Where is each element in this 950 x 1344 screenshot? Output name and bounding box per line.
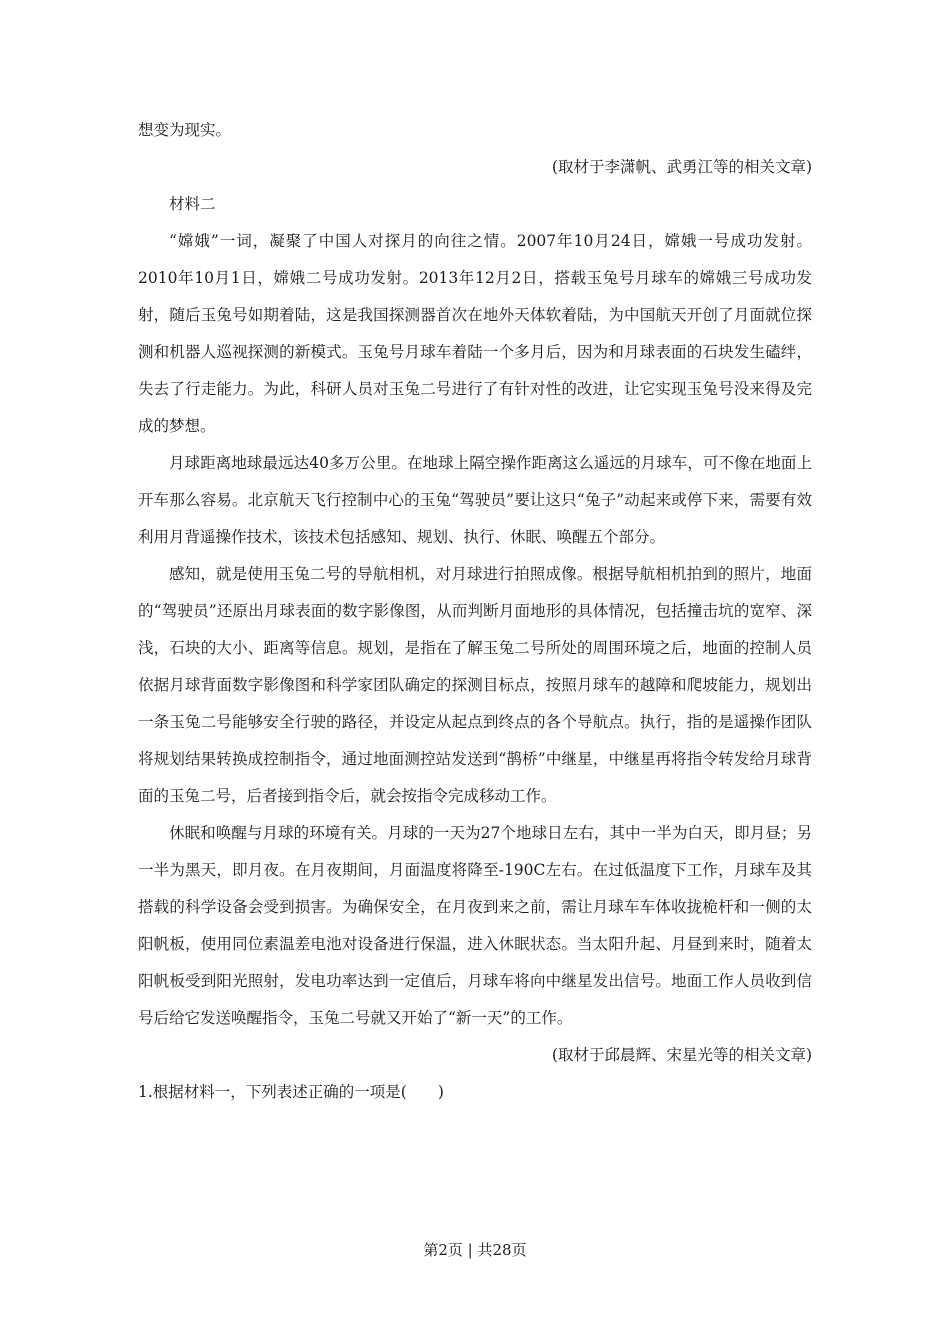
question-1: 1.根据材料一，下列表述正确的一项是( ) bbox=[138, 1083, 444, 1101]
paragraph-2: 月球距离地球最远达40多万公里。在地球上隔空操作距离这么遥远的月球车，可不像在地面上开车那么容易。北京航天飞行控制中心的玉兔“驾驶员”要让这只“兔子”动起来或停下来，需要有效利用月背遥操作技术，该技术包括感知、规划、执行、休眠、唤醒五个部分。 bbox=[138, 454, 812, 546]
continued-text: 想变为现实。 bbox=[138, 121, 232, 139]
source-citation-1: (取材于李潇帆、武勇江等的相关文章) bbox=[551, 158, 812, 176]
paragraph-1: “嫦娥”一词，凝聚了中国人对探月的向往之情。2007年10月24日，嫦娥一号成功发射。2010年10月1日，嫦娥二号成功发射。2013年12月2日，搭载玉兔号月球车的嫦娥三号成功发射，随后玉兔号如期着陆，这是我国探测器首次在地外天体软着陆，为中国航天开创了月面就位探测和机器人巡视探测的新模式。玉兔号月球车着陆一个多月后，因为和月球表面的石块发生磕绊，失去了行走能力。为此，科研人员对玉兔二号进行了有针对性的改进，让它实现玉兔号没来得及完成的梦想。 bbox=[138, 232, 812, 435]
paragraph-4: 休眠和唤醒与月球的环境有关。月球的一天为27个地球日左右，其中一半为白天，即月昼；另一半为黑天，即月夜。在月夜期间，月面温度将降至-190C左右。在过低温度下工作，月球车及其搭载的科学设备会受到损害。为确保安全，在月夜到来之前，需让月球车车体收拢桅杆和一侧的太阳帆板，使用同位素温差电池对设备进行保温，进入休眠状态。当太阳升起、月昼到来时，随着太阳帆板受到阳光照射，发电功率达到一定值后，月球车将向中继星发出信号。地面工作人员收到信号后给它发送唤醒指令，玉兔二号就又开始了“新一天”的工作。 bbox=[138, 824, 812, 1027]
page-footer: 第2页 | 共28页 bbox=[423, 1241, 527, 1259]
document-body bbox=[138, 112, 812, 1111]
material-2-heading: 材料二 bbox=[169, 195, 216, 213]
source-citation-2: (取材于邱晨辉、宋星光等的相关文章) bbox=[551, 1046, 812, 1064]
paragraph-3: 感知，就是使用玉兔二号的导航相机，对月球进行拍照成像。根据导航相机拍到的照片，地面的“驾驶员”还原出月球表面的数字影像图，从而判断月面地形的具体情况，包括撞击坑的宽窄、深浅，石块的大小、距离等信息。规划，是指在了解玉兔二号所处的周围环境之后，地面的控制人员依据月球背面数字影像图和科学家团队确定的探测目标点，按照月球车的越障和爬坡能力，规划出一条玉兔二号能够安全行驶的路径，并设定从起点到终点的各个导航点。执行，指的是遥操作团队将规划结果转换成控制指令，通过地面测控站发送到“鹊桥”中继星，中继星再将指令转发给月球背面的玉兔二号，后者接到指令后，就会按指令完成移动工作。 bbox=[138, 565, 812, 805]
